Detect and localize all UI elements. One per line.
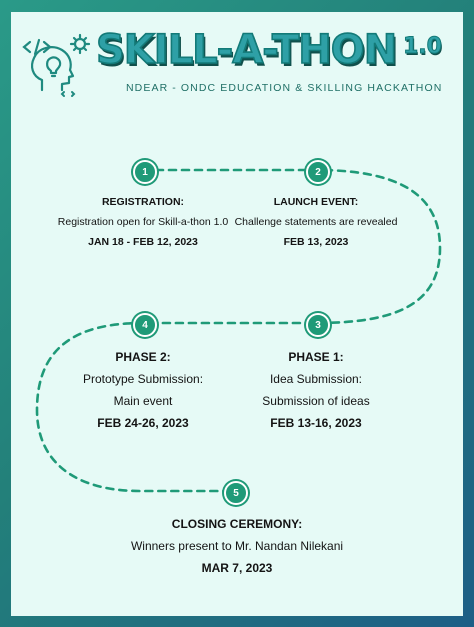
step-description: Registration open for Skill-a-thon 1.0 <box>57 216 229 228</box>
step-description-2: Main event <box>113 394 173 408</box>
timeline-node-1: 1 <box>133 160 157 184</box>
step-closing-ceremony <box>131 517 343 575</box>
step-heading: PHASE 1: <box>288 350 344 364</box>
timeline-node-4: 4 <box>133 313 157 337</box>
step-date: FEB 24-26, 2023 <box>97 416 189 430</box>
step-heading: PHASE 2: <box>115 350 171 364</box>
step-phase-2 <box>83 350 203 430</box>
page-subtitle: NDEAR - ONDC EDUCATION & SKILLING HACKATHON <box>126 82 443 94</box>
version-label: 1.0 <box>403 34 442 59</box>
step-description: Prototype Submission: <box>82 372 204 386</box>
step-registration <box>58 196 228 248</box>
step-heading: CLOSING CEREMONY: <box>171 517 303 531</box>
step-description: Challenge statements are revealed <box>234 216 398 228</box>
timeline-node-2: 2 <box>306 160 330 184</box>
step-date: FEB 13-16, 2023 <box>270 416 362 430</box>
step-date: FEB 13, 2023 <box>283 236 349 248</box>
step-launch-event <box>235 196 398 248</box>
timeline-node-5: 5 <box>224 481 248 505</box>
step-date: MAR 7, 2023 <box>201 561 273 575</box>
step-description: Idea Submission: <box>269 372 363 386</box>
step-heading: REGISTRATION: <box>101 196 185 208</box>
page-title: SKILL-A-THON <box>96 27 397 73</box>
step-date: JAN 18 - FEB 12, 2023 <box>88 236 198 248</box>
step-description-2: Submission of ideas <box>262 394 370 408</box>
step-heading: LAUNCH EVENT: <box>273 196 359 208</box>
timeline-node-3: 3 <box>306 313 330 337</box>
step-phase-1 <box>262 350 369 430</box>
step-description: Winners present to Mr. Nandan Nilekani <box>130 539 344 553</box>
